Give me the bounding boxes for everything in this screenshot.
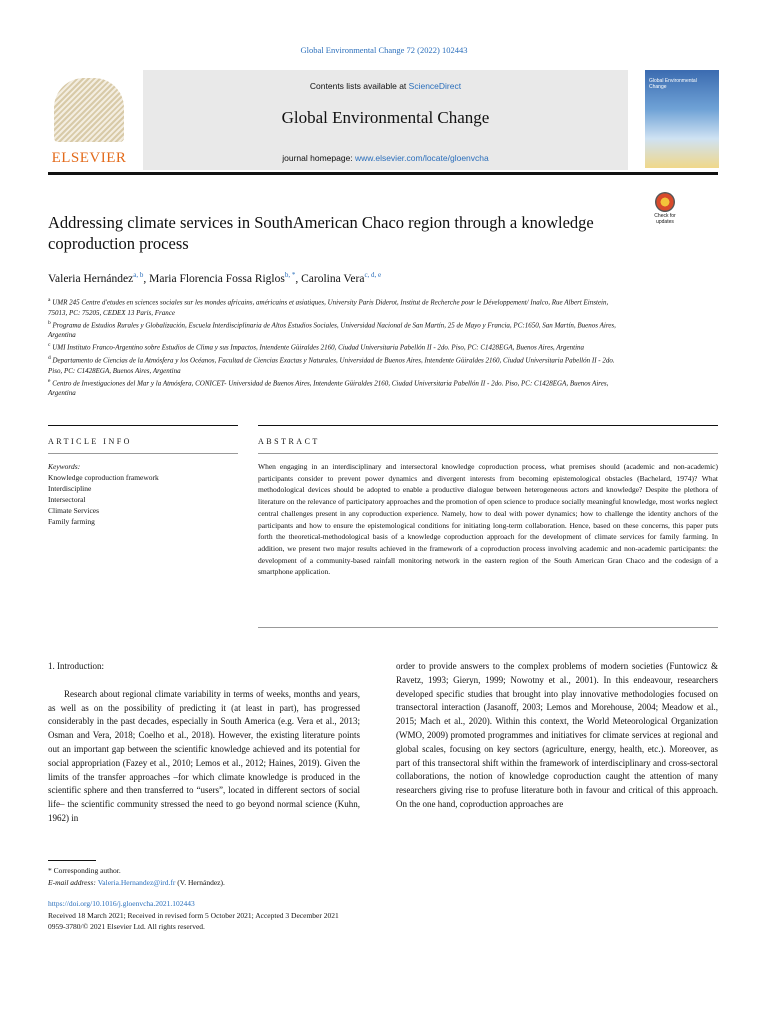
affiliation: [48, 318, 628, 341]
received-dates: Received 18 March 2021; Received in revised form 5 October 2021; Accepted 3 December 2021: [48, 910, 339, 920]
journal-homepage-link[interactable]: www.elsevier.com/locate/gloenvcha: [355, 153, 489, 163]
keyword: Intersectoral: [48, 495, 86, 504]
footnotes: [48, 865, 448, 889]
author-list: Valeria Hernández$^{a, b}$, Maria Florencia Fossa Riglos$^{b, *}$, Carolina Vera$^{c, d, e}$: [48, 271, 382, 285]
copyright-line: 0959-3780/© 2021 Elsevier Ltd. All rights reserved.: [48, 922, 205, 931]
affiliation: [48, 295, 628, 318]
email-note: [48, 877, 448, 889]
article-info-heading: ARTICLE INFO: [48, 437, 132, 446]
contents-line: [143, 81, 628, 91]
body-paragraph: Research about regional climate variability in terms of weeks, months and years, as well as on the possibility of predicting it (at least in part), has progressed considerably in the past decades, especially in South America (e.g. Vera et al., 2013; Osman and Vera, 2018; Coelho et al., 2018). However, the existing literature points out an important gap between the scientific knowledge achieved and its potential for social appropriation (Fazey et al., 2010; Lemos et al., 2012; Haines, 2019). Given the limits of the transfer approaches –for which climate knowledge is produced in the scientific sphere and then transferred to “users”, located in different sectors of social life– the scientific community stressed the need to go beyond normal science (Kuhn, 1962) in: [48, 688, 360, 823]
section-heading: 1. Introduction:: [48, 661, 104, 671]
elsevier-logo[interactable]: [48, 70, 130, 170]
affiliation-text: Departamento de Ciencias de la Atmósfera y los Océanos, Facultad de Ciencias Exactas y Naturales, Universidad de Buenos Aires, Intendente Güiraldes 2160, Ciudad Universitaria Pabellón II - 2do. Piso, PC: C1428EGA, Buenos Aires, Argentina: [48, 356, 615, 375]
body-paragraph: order to provide answers to the complex problems of modern societies (Funtowicz & Ravetz, 1993; Gieryn, 1999; Nowotny et al., 2001). In this endeavour, researchers developed specific studies that brought into play innovative methodologies focused on transectoral interaction (Jasanoff, 2003; Lemos and Morehouse, 2004; Meadow et al., 2015; Mach et al., 2020). Within this context, the World Meteorological Organization (WMO, 2009) promoted programmes and initiatives for climate services at regional and global scales, focusing on key sectors (agriculture, energy, health, etc.). Moreover, as part of this transectoral shift within the framework of interdisciplinary and cross-sectoral collaborations, the notion of knowledge coproduction caught the attention of many researchers giving rise to profuse literature both in favour and critical of this approach. On the one hand, coproduction approaches are: [396, 661, 718, 809]
author-name[interactable]: Valeria Hernández: [48, 272, 134, 285]
sciencedirect-link[interactable]: ScienceDirect: [408, 81, 462, 91]
affiliation-label: e: [48, 377, 51, 384]
email-label: E-mail address:: [48, 878, 98, 887]
body-column-right: [396, 660, 718, 812]
doi-block: [48, 898, 548, 933]
check-for-updates-button[interactable]: [646, 192, 684, 228]
author-affiliation-sup[interactable]: a, b: [133, 271, 144, 279]
journal-reference-link[interactable]: Global Environmental Change 72 (2022) 102443: [300, 45, 468, 55]
author-name[interactable]: Carolina Vera: [301, 272, 365, 285]
homepage-line: [143, 153, 628, 163]
cover-title: Global Environmental Change: [649, 78, 697, 90]
journal-cover-thumbnail[interactable]: [645, 70, 719, 168]
author-affiliation-sup[interactable]: c, d, e: [364, 271, 382, 279]
doi-link[interactable]: https://doi.org/10.1016/j.gloenvcha.2021.102443: [48, 899, 195, 908]
homepage-prefix: journal homepage:: [282, 153, 356, 163]
affiliation: [48, 376, 628, 399]
article-title: Addressing climate services in SouthAmerican Chaco region through a knowledge coproduction process: [48, 213, 594, 253]
check-updates-label: Check for updates: [654, 213, 676, 225]
keyword: Interdiscipline: [48, 484, 92, 493]
author-name[interactable]: Maria Florencia Fossa Riglos: [149, 272, 285, 285]
journal-title: Global Environmental Change: [281, 108, 490, 127]
affiliation-text: Centro de Investigaciones del Mar y la Atmósfera, CONICET- Universidad de Buenos Aires, Intendente Güiraldes 2160, Ciudad Universitaria Pabellón II - 2do. Piso, PC: C1428EGA, Buenos Aires, Argentina: [48, 379, 609, 398]
keywords-label: Keywords:: [48, 462, 81, 471]
affiliation-label: a: [48, 297, 51, 303]
corresponding-author-note: * Corresponding author.: [48, 866, 121, 875]
divider: [48, 453, 238, 454]
divider: [258, 425, 718, 426]
check-updates-icon: [655, 192, 675, 212]
affiliation-label: c: [48, 342, 51, 349]
divider: [258, 453, 718, 454]
keywords-block: [48, 461, 238, 527]
affiliation: [48, 340, 628, 353]
publisher-wordmark: ELSEVIER: [51, 150, 127, 166]
header-rule: [48, 172, 718, 175]
affiliation-label: d: [48, 355, 51, 361]
keyword: Family farming: [48, 517, 95, 526]
elsevier-tree-icon: [54, 78, 124, 142]
affiliation: [48, 353, 628, 376]
keyword: Climate Services: [48, 506, 100, 515]
divider: [48, 425, 238, 426]
abstract-heading: ABSTRACT: [258, 437, 320, 446]
abstract-text: When engaging in an interdisciplinary and intersectoral knowledge coproduction process, what premises should (academic and non-academic) participants consider to prevent power dynamics and divergent interests from becoming epistemological obstacles (Bachelard, 1974)? What methodological devices should be adopted to enable a productive dialogue between heterogeneous actors and knowledge? Despite the plethora of literature on the relevance of participatory approaches and the promotion of open science to produce socially meaningful knowledge, most works neglect central challenges present in any coproduction experience. Namely, how to deal with power dynamics; how to challenge the identity anchors of the participants and how to ensure the epistemological conditions for initiating long-term collaboration. Hence, based on these concerns, this paper puts forth the theoretical-methodological basis of a knowledge coproduction approach for the development of climate services for family farming. In addition, we present two major results achieved in the framework of a coproduction process involving academic and non-academic participants: the development of a community-based rainfall monitoring network in the eastern region of the South American Gran Chaco and the codesign of a smartphone application.: [258, 462, 718, 577]
email-suffix: (V. Hernández).: [175, 878, 225, 887]
contents-prefix: Contents lists available at: [309, 81, 409, 91]
journal-header: [48, 70, 628, 170]
affiliation-text: UMI Instituto Franco-Argentino sobre Estudios de Clima y sus Impactos, Intendente Güiraldes 2160, Ciudad Universitaria Pabellón II - 2do. Piso, PC: C1428EGA, Buenos Aires, Argentina: [52, 343, 585, 352]
body-column-left: [48, 660, 360, 826]
affiliation-text: UMR 245 Centre d'etudes en sciences sociales sur les mondes africains, américains et asiatiques, University Paris Diderot, Institut de Recherche pour le Développement/ Inalco, Rue Albert Einstein, 75013, PC: 75205, CEDEX 13 Paris, France: [48, 298, 609, 317]
footnote-rule: [48, 860, 96, 861]
journal-header-panel: [143, 70, 628, 170]
divider: [258, 627, 718, 628]
keyword: Knowledge coproduction framework: [48, 473, 159, 482]
affiliations: [48, 295, 628, 398]
affiliation-text: Programa de Estudios Rurales y Globalización, Escuela Interdisciplinaria de Altos Estudios Sociales, Universidad Nacional de San Martín, 25 de Mayo y Francia, PC:1650, San Martín, Buenos Aires, Argentina: [48, 321, 616, 340]
affiliation-label: b: [48, 319, 51, 326]
author-affiliation-sup[interactable]: b, *: [284, 271, 296, 279]
email-link[interactable]: Valeria.Hernandez@ird.fr: [97, 878, 176, 887]
